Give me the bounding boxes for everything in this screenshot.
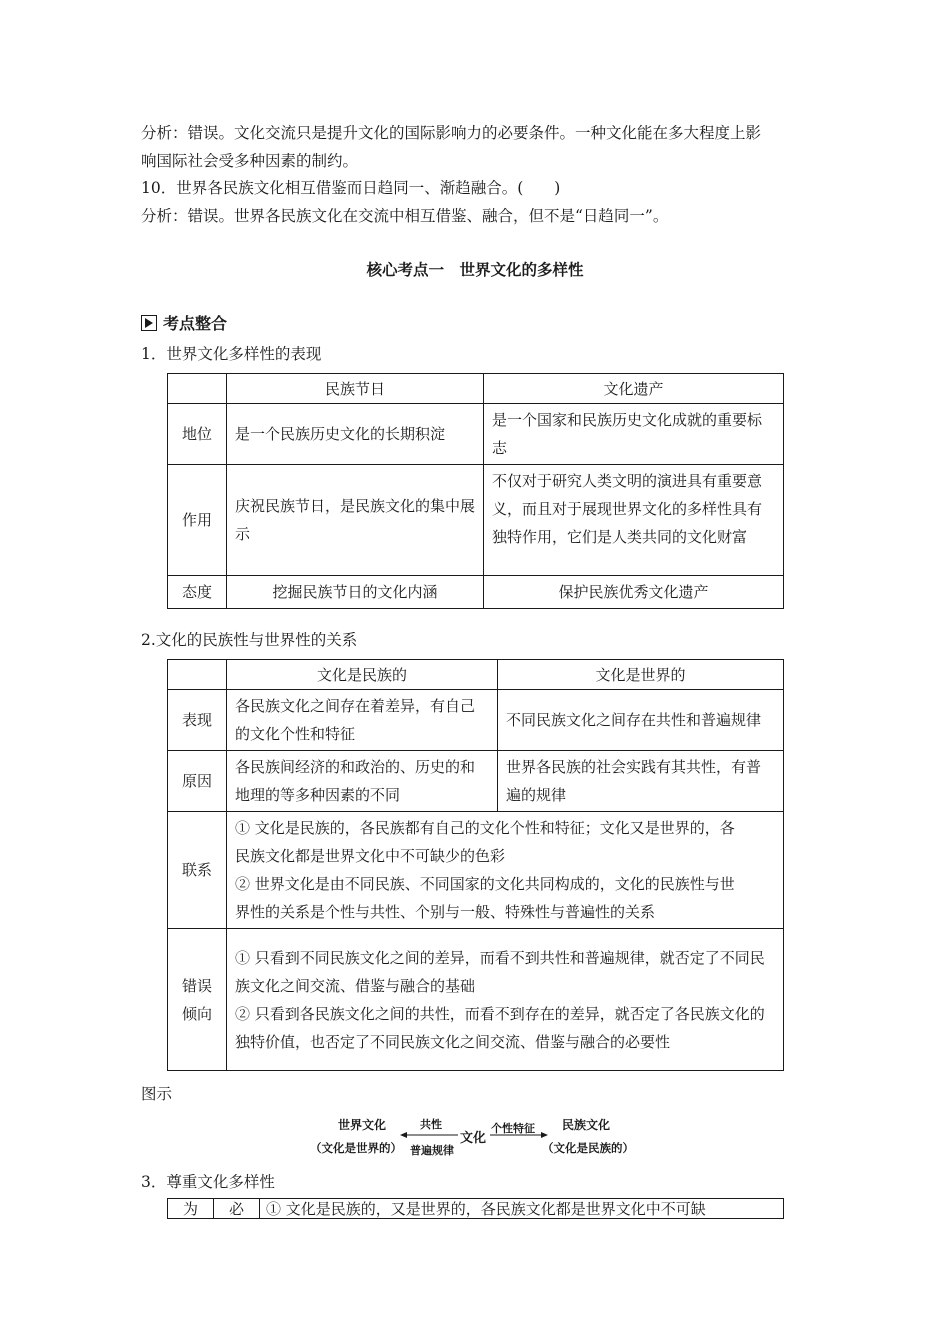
row-label: 原因 bbox=[168, 751, 227, 812]
lianxi-item: ① 文化是民族的，各民族都有自己的文化个性和特征；文化又是世界的，各民族文化都是世界文化中不可缺少的色彩 bbox=[235, 819, 735, 865]
table-cell-cuowu bbox=[227, 929, 784, 1071]
kaodian-heading bbox=[141, 311, 227, 334]
table-cell: 必 bbox=[214, 1199, 260, 1219]
row-label bbox=[168, 929, 227, 1071]
table-cell: 是一个国家和民族历史文化成就的重要标志 bbox=[484, 404, 784, 465]
diagram-gexing: 个性特征 bbox=[491, 1122, 535, 1135]
row-label: 作用 bbox=[168, 465, 227, 576]
table-header: 文化遗产 bbox=[484, 374, 784, 404]
kaodian-label: 考点整合 bbox=[163, 314, 228, 333]
table-cell: 各民族间经济的和政治的、历史的和地理的等多种因素的不同 bbox=[227, 751, 498, 812]
section-title: 核心考点一 世界文化的多样性 bbox=[366, 261, 584, 279]
table-cell: 是一个民族历史文化的长期积淀 bbox=[227, 404, 484, 465]
tushi-label: 图示 bbox=[141, 1085, 173, 1103]
table-cell: 庆祝民族节日，是民族文化的集中展示 bbox=[227, 465, 484, 576]
row-label: 态度 bbox=[168, 576, 227, 609]
diagram-gongxing: 共性 bbox=[420, 1118, 442, 1131]
lianxi-item: ② 世界文化是由不同民族、不同国家的文化共同构成的，文化的民族性与世界性的关系是个性与共性、个别与一般、特殊性与普遍性的关系 bbox=[235, 875, 735, 921]
arrow-right-icon bbox=[488, 1130, 548, 1140]
table-cell: 挖掘民族节日的文化内涵 bbox=[227, 576, 484, 609]
diagram-center: 文化 bbox=[460, 1131, 487, 1146]
table-cell: 各民族文化之间存在着差异，有自己的文化个性和特征 bbox=[227, 690, 498, 751]
play-box-icon bbox=[141, 315, 157, 331]
diagram-national-note: （文化是民族的） bbox=[542, 1141, 634, 1155]
heading-3: 3．尊重文化多样性 bbox=[141, 1173, 275, 1191]
cuowu-item: ① 只看到不同民族文化之间的差异，而看不到共性和普遍规律，就否定了不同民族文化之间交流、借鉴与融合的基础 bbox=[235, 948, 765, 995]
diagram-pubian: 普遍规律 bbox=[410, 1144, 454, 1157]
row-label-part: 错误 bbox=[181, 976, 212, 995]
table-header: 文化是世界的 bbox=[498, 660, 784, 690]
row-label: 联系 bbox=[168, 812, 227, 929]
table-cell-lianxi bbox=[227, 812, 784, 929]
table-respect bbox=[167, 1198, 784, 1219]
diagram-world-culture: 世界文化 bbox=[338, 1118, 387, 1132]
table-cell: ① 文化是民族的，又是世界的，各民族文化都是世界文化中不可缺 bbox=[260, 1199, 784, 1219]
culture-diagram bbox=[310, 1114, 650, 1162]
diagram-national-culture: 民族文化 bbox=[562, 1118, 611, 1132]
row-label: 地位 bbox=[168, 404, 227, 465]
analysis-line-2: 响国际社会受多种因素的制约。 bbox=[141, 152, 359, 170]
cuowu-item: ② 只看到各民族文化之间的共性，而看不到存在的差异，就否定了各民族文化的独特价值，也否定了不同民族文化之间交流、借鉴与融合的必要性 bbox=[235, 1004, 765, 1051]
table-cell: 不同民族文化之间存在共性和普遍规律 bbox=[498, 690, 784, 751]
table-nationality bbox=[167, 659, 784, 1071]
analysis-line-1: 分析：错误。文化交流只是提升文化的国际影响力的必要条件。一种文化能在多大程度上影 bbox=[141, 124, 762, 142]
heading-2: 2.文化的民族性与世界性的关系 bbox=[141, 631, 358, 649]
table-header-blank bbox=[168, 660, 227, 690]
row-label: 表现 bbox=[168, 690, 227, 751]
row-label-part: 倾向 bbox=[181, 1004, 212, 1023]
table-header: 文化是民族的 bbox=[227, 660, 498, 690]
table-cell: 为 bbox=[168, 1199, 214, 1219]
table-cell: 世界各民族的社会实践有其共性，有普遍的规律 bbox=[498, 751, 784, 812]
heading-1: 1．世界文化多样性的表现 bbox=[141, 345, 322, 363]
diagram-world-note: （文化是世界的） bbox=[310, 1141, 402, 1155]
table-cell: 保护民族优秀文化遗产 bbox=[484, 576, 784, 609]
table-header: 民族节日 bbox=[227, 374, 484, 404]
arrow-left-icon bbox=[400, 1130, 460, 1140]
table-diversity bbox=[167, 373, 784, 609]
table-cell: 不仅对于研究人类文明的演进具有重要意义，而且对于展现世界文化的多样性具有独特作用，它们是人类共同的文化财富 bbox=[484, 465, 784, 576]
analysis-line-3: 分析：错误。世界各民族文化在交流中相互借鉴、融合，但不是“日趋同一”。 bbox=[141, 207, 669, 225]
table-header-blank bbox=[168, 374, 227, 404]
question-10: 10．世界各民族文化相互借鉴而日趋同一、渐趋融合。( ) bbox=[141, 179, 561, 197]
